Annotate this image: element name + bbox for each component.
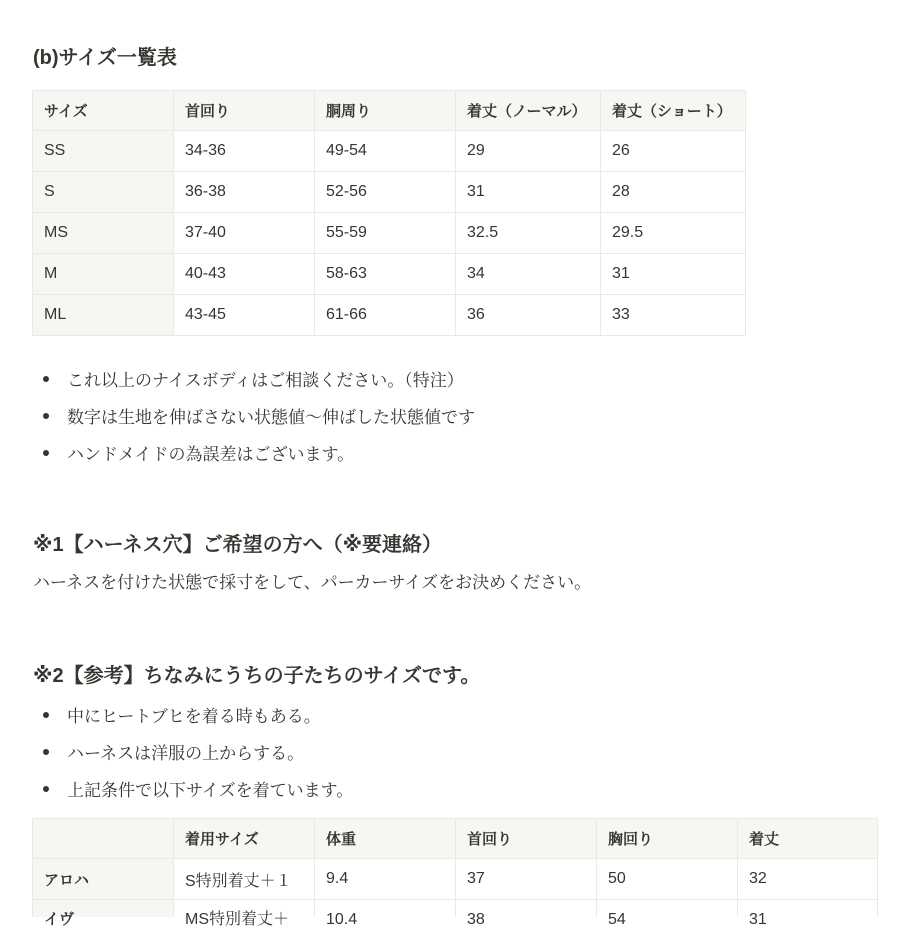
table-cell: 34-36: [174, 131, 315, 172]
dog-name-cell: アロハ: [33, 859, 174, 900]
table-cell: 29.5: [601, 213, 746, 254]
cell-text: MS特別着丈＋: [185, 911, 290, 928]
table-cell: 33: [601, 295, 746, 336]
table-cell: [456, 900, 597, 928]
table-row: [33, 254, 746, 295]
size-notes-list: [32, 360, 475, 471]
column-header-length-short: 着丈（ショート）: [601, 91, 746, 131]
table-header-row: [33, 819, 878, 859]
table-cell: 36-38: [174, 172, 315, 213]
column-header-neck: 首回り: [456, 819, 597, 859]
size-cell: SS: [33, 131, 174, 172]
list-item-text: 数字は生地を伸ばさない状態値〜伸ばした状態値です: [67, 408, 475, 427]
size-cell: M: [33, 254, 174, 295]
table-cell: 55-59: [315, 213, 456, 254]
dog-name-cell: [33, 900, 174, 928]
table-row: [33, 859, 878, 900]
table-cell: 31: [456, 172, 601, 213]
table-cell: 32.5: [456, 213, 601, 254]
column-header-weight: 体重: [315, 819, 456, 859]
table-cell: [597, 900, 738, 928]
table-cell: 40-43: [174, 254, 315, 295]
table-cell: 34: [456, 254, 601, 295]
column-header-size: サイズ: [33, 91, 174, 131]
column-header-neck: 首回り: [174, 91, 315, 131]
bullet-icon: [43, 450, 49, 456]
list-item: [32, 770, 353, 807]
harness-text: ハーネスを付けた状態で採寸をして、パーカーサイズをお決めください。: [33, 573, 592, 592]
bullet-icon: [43, 712, 49, 718]
table-cell: S特別着丈＋１: [174, 859, 315, 900]
column-header-chest: 胸回り: [597, 819, 738, 859]
cell-text: 38: [467, 911, 485, 928]
size-chart-table: [32, 90, 746, 336]
table-cell: [738, 900, 878, 928]
table-cell: 29: [456, 131, 601, 172]
size-cell: ML: [33, 295, 174, 336]
table-cell: 37-40: [174, 213, 315, 254]
table-cell: 49-54: [315, 131, 456, 172]
bullet-icon: [43, 749, 49, 755]
table-row: [33, 295, 746, 336]
list-item-text: 上記条件で以下サイズを着ています。: [67, 781, 354, 800]
list-item: [32, 696, 353, 733]
cell-text: 31: [749, 911, 767, 928]
table-row: [33, 131, 746, 172]
column-header-waist: 胴周り: [315, 91, 456, 131]
column-header-blank: [33, 819, 174, 859]
table-cell: 32: [738, 859, 878, 900]
column-header-worn-size: 着用サイズ: [174, 819, 315, 859]
bullet-icon: [43, 413, 49, 419]
table-cell: 50: [597, 859, 738, 900]
list-item-text: これ以上のナイスボディはご相談ください。（特注）: [67, 371, 464, 390]
list-item-text: 中にヒートブヒを着る時もある。: [67, 707, 321, 726]
cell-text: 10.4: [326, 911, 358, 928]
table-cell: 52-56: [315, 172, 456, 213]
list-item: [32, 397, 475, 434]
size-chart-heading: (b)サイズ一覧表: [33, 47, 177, 69]
table-row: [33, 213, 746, 254]
bullet-icon: [43, 376, 49, 382]
table-header-row: [33, 91, 746, 131]
cell-text: イヴ: [44, 911, 75, 928]
table-cell: 36: [456, 295, 601, 336]
size-cell: MS: [33, 213, 174, 254]
list-item: [32, 434, 475, 471]
harness-heading: ※1【ハーネス穴】ご希望の方へ（※要連絡）: [33, 534, 443, 556]
table-cell: 31: [601, 254, 746, 295]
list-item-text: ハンドメイドの為誤差はございます。: [67, 445, 355, 464]
list-item: [32, 360, 475, 397]
table-cell: 37: [456, 859, 597, 900]
cell-text: 54: [608, 911, 626, 928]
table-row: [33, 900, 878, 918]
list-item-text: ハーネスは洋服の上からする。: [67, 744, 305, 763]
column-header-length: 着丈: [738, 819, 878, 859]
table-cell: 26: [601, 131, 746, 172]
table-cell: 58-63: [315, 254, 456, 295]
bullet-icon: [43, 786, 49, 792]
table-cell: 9.4: [315, 859, 456, 900]
table-cell: [315, 900, 456, 928]
table-cell: [174, 900, 315, 928]
column-header-length-normal: 着丈（ノーマル）: [456, 91, 601, 131]
table-cell: 43-45: [174, 295, 315, 336]
dogs-size-table: [32, 818, 878, 928]
table-row: [33, 172, 746, 213]
list-item: [32, 733, 353, 770]
table-cell: 28: [601, 172, 746, 213]
table-cell: 61-66: [315, 295, 456, 336]
reference-heading: ※2【参考】ちなみにうちの子たちのサイズです。: [33, 665, 481, 687]
reference-notes-list: [32, 696, 353, 807]
size-cell: S: [33, 172, 174, 213]
